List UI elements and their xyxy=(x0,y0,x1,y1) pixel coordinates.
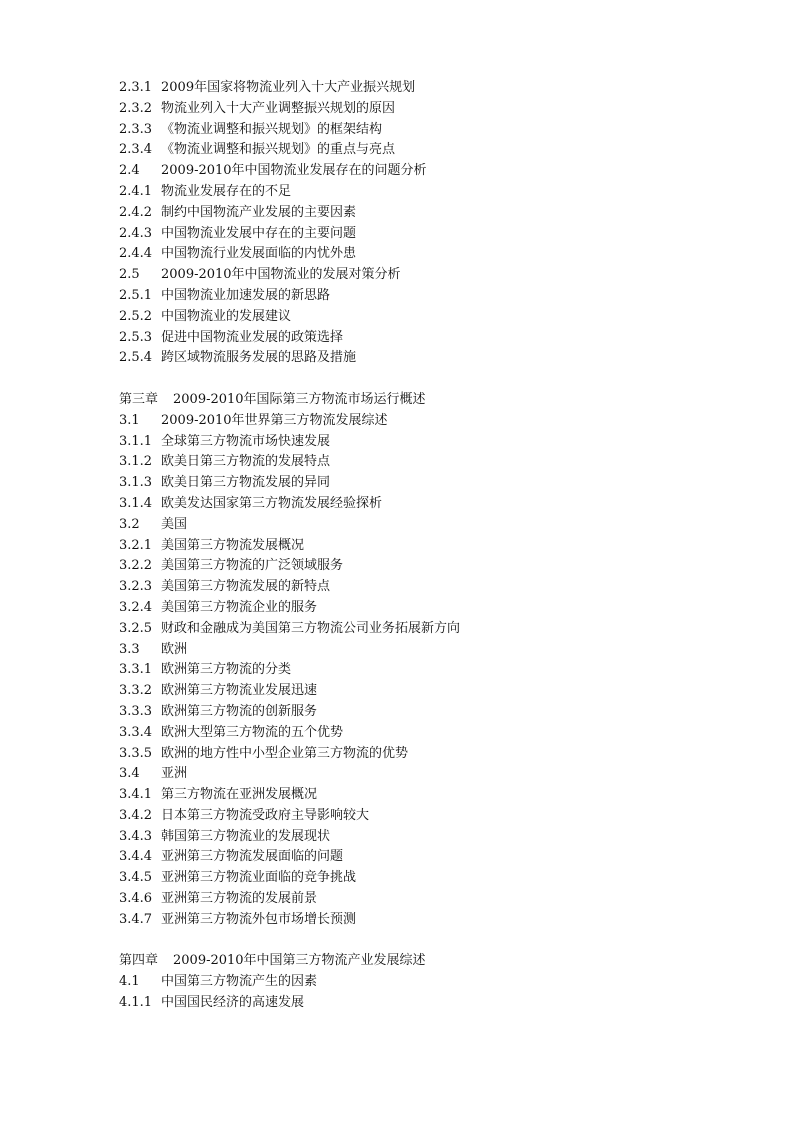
toc-entry xyxy=(119,598,759,619)
toc-entry-title: 美国 xyxy=(161,516,188,532)
toc-entry xyxy=(119,432,759,453)
toc-entry xyxy=(119,536,759,557)
toc-entry-number: 3.4.4 xyxy=(119,849,153,865)
toc-entry xyxy=(119,286,759,307)
toc-entry xyxy=(119,494,759,515)
toc-entry xyxy=(119,972,759,993)
toc-entry-title: 中国物流业的发展建议 xyxy=(161,308,292,324)
toc-entry-number: 2.4.3 xyxy=(119,225,153,241)
toc-entry-number: 2.4 xyxy=(119,163,140,179)
toc-entry xyxy=(119,328,759,349)
toc-entry-title: 欧洲第三方物流业发展迅速 xyxy=(161,683,318,699)
toc-entry xyxy=(119,868,759,889)
toc-entry xyxy=(119,806,759,827)
toc-entry-number: 3.4.6 xyxy=(119,891,153,907)
toc-entry xyxy=(119,744,759,765)
toc-entry xyxy=(119,889,759,910)
toc-entry xyxy=(119,764,759,785)
toc-entry-number: 3.3 xyxy=(119,641,140,657)
toc-entry-title: 亚洲第三方物流的发展前景 xyxy=(161,891,318,907)
toc-entry xyxy=(119,785,759,806)
toc-entry xyxy=(119,619,759,640)
toc-entry xyxy=(119,99,759,120)
toc-entry xyxy=(119,660,759,681)
toc-entry xyxy=(119,827,759,848)
toc-entry-title: 中国国民经济的高速发展 xyxy=(161,995,305,1011)
toc-entry-number: 4.1 xyxy=(119,974,140,990)
toc-entry-title: 美国第三方物流发展概况 xyxy=(161,537,305,553)
toc-entry-title: 2009年国家将物流业列入十大产业振兴规划 xyxy=(161,80,416,95)
toc-entry-title: 促进中国物流业发展的政策选择 xyxy=(161,329,344,345)
toc-entry xyxy=(119,681,759,702)
toc-chapter-heading xyxy=(119,390,759,411)
toc-entry-title: 2009-2010年中国物流业的发展对策分析 xyxy=(161,267,401,283)
toc-entry-title: 财政和金融成为美国第三方物流公司业务拓展新方向 xyxy=(161,620,461,636)
toc-entry-number: 2.3.4 xyxy=(119,142,153,158)
toc-entry-number: 2.4.4 xyxy=(119,246,153,262)
toc-entry-number: 3.3.2 xyxy=(119,683,153,699)
toc-entry-number: 3.3.1 xyxy=(119,662,153,678)
toc-entry xyxy=(119,993,759,1014)
toc-entry-number: 2.4.2 xyxy=(119,204,153,220)
toc-entry-title: 亚洲第三方物流业面临的竞争挑战 xyxy=(161,870,357,886)
toc-entry xyxy=(119,307,759,328)
toc-entry-title: 美国第三方物流企业的服务 xyxy=(161,599,318,615)
toc-entry xyxy=(119,411,759,432)
toc-entry-title: 美国第三方物流发展的新特点 xyxy=(161,579,331,595)
toc-entry xyxy=(119,515,759,536)
toc-entry-number: 3.1 xyxy=(119,412,140,428)
toc-entry-number: 2.3.2 xyxy=(119,100,153,116)
toc-entry-number: 2.3.1 xyxy=(119,80,153,95)
toc-entry-number: 3.4 xyxy=(119,766,140,782)
toc-entry-title: 中国物流业加速发展的新思路 xyxy=(161,287,331,303)
toc-entry-title: 韩国第三方物流业的发展现状 xyxy=(161,828,331,844)
toc-entry-number: 第四章 xyxy=(119,953,159,969)
toc-entry-title: 中国物流行业发展面临的内忧外患 xyxy=(161,246,357,262)
toc-entry-number: 2.5.4 xyxy=(119,350,153,366)
toc-entry-title: 欧美日第三方物流的发展特点 xyxy=(161,454,331,470)
toc-entry-number: 3.1.4 xyxy=(119,495,153,511)
toc-entry-number: 3.2 xyxy=(119,516,140,532)
toc-entry xyxy=(119,452,759,473)
toc-entry-number: 2.5 xyxy=(119,267,140,283)
toc-entry-title: 日本第三方物流受政府主导影响较大 xyxy=(161,807,370,823)
toc-entry xyxy=(119,265,759,286)
toc-entry-number: 3.2.2 xyxy=(119,558,153,574)
toc-entry-title: 欧洲第三方物流的创新服务 xyxy=(161,703,318,719)
toc-chapter-heading xyxy=(119,951,759,972)
toc-entry-title: 欧美发达国家第三方物流发展经验探析 xyxy=(161,495,383,511)
toc-entry-number: 2.3.3 xyxy=(119,121,153,137)
toc-entry-title: 美国第三方物流的广泛领域服务 xyxy=(161,558,344,574)
toc-entry-title: 欧洲第三方物流的分类 xyxy=(161,662,292,678)
toc-entry-title: 物流业列入十大产业调整振兴规划的原因 xyxy=(161,100,396,116)
toc-entry-number: 2.5.2 xyxy=(119,308,153,324)
toc-entry xyxy=(119,556,759,577)
toc-entry-title: 欧洲大型第三方物流的五个优势 xyxy=(161,724,344,740)
toc-entry-title: 物流业发展存在的不足 xyxy=(161,183,292,199)
toc-entry xyxy=(119,224,759,245)
toc-entry-title: 全球第三方物流市场快速发展 xyxy=(161,433,331,449)
toc-entry-title: 中国物流业发展中存在的主要问题 xyxy=(161,225,357,241)
toc-entry-number: 3.4.1 xyxy=(119,787,153,803)
toc-entry xyxy=(119,847,759,868)
toc-entry-number: 3.2.1 xyxy=(119,537,153,553)
toc-entry-number: 3.1.3 xyxy=(119,475,153,491)
toc-entry-title: 《物流业调整和振兴规划》的框架结构 xyxy=(161,121,383,137)
toc-entry-title: 亚洲 xyxy=(161,766,188,782)
toc-entry-number: 2.5.3 xyxy=(119,329,153,345)
toc-entry-number: 3.4.5 xyxy=(119,870,153,886)
toc-entry-title: 欧洲 xyxy=(161,641,188,657)
toc-entry-number: 4.1.1 xyxy=(119,995,153,1011)
toc-entry xyxy=(119,161,759,182)
toc-entry-number: 3.2.5 xyxy=(119,620,153,636)
toc-entry xyxy=(119,182,759,203)
toc-entry-title: 中国第三方物流产生的因素 xyxy=(161,974,318,990)
toc-entry-title: 亚洲第三方物流发展面临的问题 xyxy=(161,849,344,865)
toc-entry-number: 3.2.4 xyxy=(119,599,153,615)
toc-entry xyxy=(119,203,759,224)
toc-entry xyxy=(119,78,759,99)
toc-entry-number: 3.1.2 xyxy=(119,454,153,470)
toc-entry-number: 3.3.5 xyxy=(119,745,153,761)
toc-entry-title: 《物流业调整和振兴规划》的重点与亮点 xyxy=(161,142,396,158)
toc-entry-title: 欧洲的地方性中小型企业第三方物流的优势 xyxy=(161,745,409,761)
toc-entry-number: 3.3.4 xyxy=(119,724,153,740)
toc-entry-number: 2.5.1 xyxy=(119,287,153,303)
toc-entry xyxy=(119,723,759,744)
toc-list xyxy=(119,78,759,1014)
toc-entry-title: 制约中国物流产业发展的主要因素 xyxy=(161,204,357,220)
toc-entry-title: 2009-2010年中国第三方物流产业发展综述 xyxy=(173,953,426,969)
toc-entry-number: 3.2.3 xyxy=(119,579,153,595)
toc-entry xyxy=(119,473,759,494)
toc-entry xyxy=(119,120,759,141)
toc-entry-number: 2.4.1 xyxy=(119,183,153,199)
toc-entry-title: 第三方物流在亚洲发展概况 xyxy=(161,787,318,803)
toc-entry-number: 3.4.7 xyxy=(119,911,153,927)
toc-entry xyxy=(119,244,759,265)
toc-entry-title: 2009-2010年中国物流业发展存在的问题分析 xyxy=(161,163,427,179)
toc-entry-title: 欧美日第三方物流发展的异同 xyxy=(161,475,331,491)
toc-entry xyxy=(119,640,759,661)
toc-entry-number: 3.1.1 xyxy=(119,433,153,449)
toc-entry-title: 2009-2010年国际第三方物流市场运行概述 xyxy=(173,391,426,407)
toc-entry xyxy=(119,910,759,931)
toc-entry-number: 第三章 xyxy=(119,391,159,407)
toc-entry-number: 3.4.2 xyxy=(119,807,153,823)
toc-entry-title: 亚洲第三方物流外包市场增长预测 xyxy=(161,911,357,927)
toc-spacer xyxy=(119,369,759,390)
toc-spacer xyxy=(119,931,759,952)
toc-entry xyxy=(119,577,759,598)
toc-entry-title: 跨区域物流服务发展的思路及措施 xyxy=(161,350,357,366)
toc-entry xyxy=(119,140,759,161)
toc-entry xyxy=(119,348,759,369)
toc-entry-number: 3.4.3 xyxy=(119,828,153,844)
toc-entry xyxy=(119,702,759,723)
toc-entry-number: 3.3.3 xyxy=(119,703,153,719)
toc-entry-title: 2009-2010年世界第三方物流发展综述 xyxy=(161,412,388,428)
